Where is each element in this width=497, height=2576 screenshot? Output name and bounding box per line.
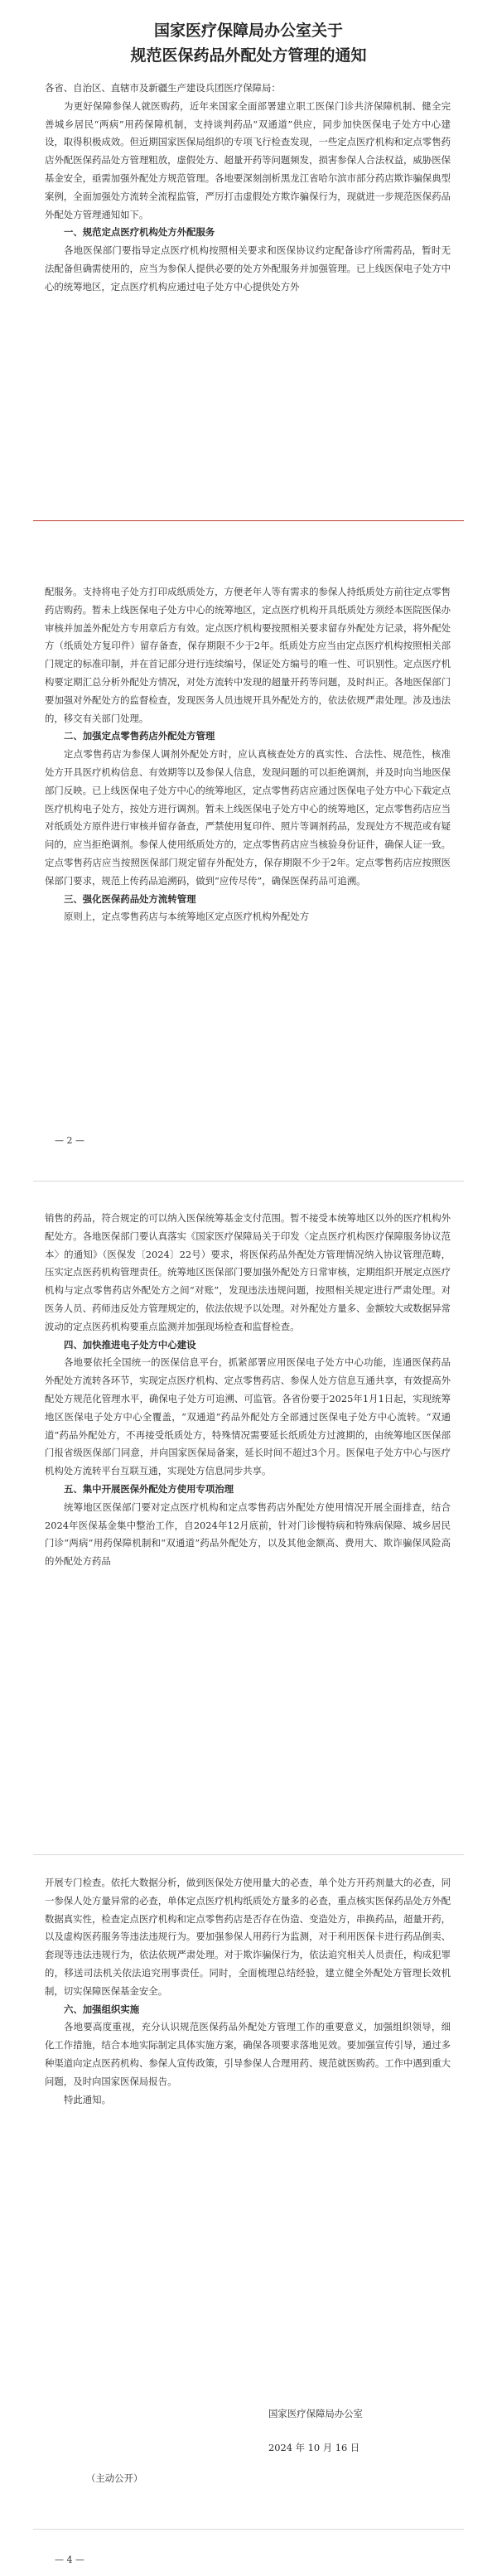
section-1-paragraph-cont: 配服务。支持将电子处方打印成纸质处方，方便老年人等有需求的参保人持纸质处方前往定点零售药店购药。暂未上线医保电子处方中心的统筹地区，定点医疗机构开具纸质处方须经本医院医保办审核并加盖外配处方专用章后方有效。定点医疗机构要按照相关要求留存外配处方记录，将外配处方（纸质处方复印件）留存备查，保存期限不少于2年。纸质处方应当由定点医疗机构按照相关部门规定的标准印制，并在首记部分进行连续编号，保证处方编号的唯一性、可识别性。定点医疗机构要定期汇总分析外配处方情况，对处方流转中发现的超量开药等问题，及时纠正。各地医保部门要加强对外配处方的监督检查，发现医务人员违规开具外配处方的，依法依规严肃处理。涉及违法的，移交有关部门处理。 xyxy=(45,586,451,724)
page-2 xyxy=(0,580,497,1160)
intro-paragraph: 为更好保障参保人就医购药，近年来国家全面部署建立职工医保门诊共济保障机制、健全完善城乡居民“两病”用药保障机制，支持谈判药品“双通道”供应，同步加快医保电子处方中心建设，取得积极成效。但近期国家医保局组织的专项飞行检查发现，一些定点医疗机构和定点零售药店外配医保药品处方管理粗放，虚假处方、超量开药等问题频发，损害参保人合法权益，威胁医保基金安全，亟需加强外配处方规范管理。各地要深刻剖析黑龙江省哈尔滨市部分药店欺诈骗保典型案例，全面加强处方流转全流程监管，严厉打击虚假处方欺诈骗保行为，现就进一步规范医保药品外配处方管理通知如下。 xyxy=(45,99,451,220)
footer-divider xyxy=(33,2529,464,2530)
title-line-1: 国家医疗保障局办公室关于 xyxy=(153,22,343,40)
page-4 xyxy=(0,1874,497,2576)
section-4-paragraph: 各地要依托全国统一的医保信息平台，抓紧部署应用医保电子处方中心功能，连通医保药品外配处方流转各环节，实现定点医疗机构、定点零售药店、参保人处方信息互通共享，有效提高外配处方规范化管理水平，确保电子处方可追溯、可监管。各省份要于2025年1月1日起，实现统筹地区医保电子处方中心全覆盖，“双通道”药品外配处方全部通过医保电子处方中心流转。“双通道”药品外配处方，不再接受纸质处方，特殊情况需要延长纸质处方过渡期的，由统筹地区医保部门报省级医保部门同意，并向国家医保局备案，延长时间不超过3个月。医保电子处方中心与医疗机构处方流转平台互联互通，实现处方信息同步共享。 xyxy=(45,1356,451,1477)
disclosure-note: （主动公开） xyxy=(86,2472,143,2484)
page-number-2: — 2 — xyxy=(55,1135,84,1146)
section-heading-4: 四、加快推进电子处方中心建设 xyxy=(64,1338,196,1351)
page-gap-divider xyxy=(33,1854,464,1855)
page-1-body xyxy=(0,80,497,297)
page-3 xyxy=(0,1210,497,1839)
page-gap-divider xyxy=(33,1181,464,1182)
issue-date: 2024 年 10 月 16 日 xyxy=(268,2442,360,2453)
section-5-paragraph: 统筹地区医保部门要对定点医疗机构和定点零售药店外配处方使用情况开展全面排查，结合2024年医保基金集中整治工作，自2024年12月底前，针对门诊慢特病和特殊病保障、城乡居民门诊“两病”用药保障机制和“双通道”药品外配处方，以及其他金额高、费用大、欺诈骗保风险高的外配处方药品 xyxy=(45,1501,451,1568)
section-heading-2: 二、加强定点零售药店外配处方管理 xyxy=(64,730,215,742)
page-2-body xyxy=(0,583,497,926)
issuer-signature: 国家医疗保障局办公室 xyxy=(268,2408,363,2419)
page-3-body xyxy=(0,1210,497,1571)
section-6-paragraph: 各地要高度重视，充分认识规范医保药品外配处方管理工作的重要意义，加强组织领导，细化工作措施，结合本地实际制定具体实施方案，确保各项要求落地见效。要加强宣传引导，通过多种渠道向定点医药机构、参保人宣传政策，引导参保人合理用药、规范就医购药。工作中遇到重大问题，及时向国家医保局报告。 xyxy=(45,2021,451,2087)
section-heading-3: 三、强化医保药品处方流转管理 xyxy=(64,892,196,905)
section-heading-5: 五、集中开展医保外配处方使用专项治理 xyxy=(64,1482,234,1495)
section-1-paragraph: 各地医保部门要指导定点医疗机构按照相关要求和医保协议约定配备诊疗所需药品，暂时无法配备但确需使用的，应当为参保人提供必要的处方外配服务并加强管理。已上线医保电子处方中心的统筹地区，定点医疗机构应通过电子处方中心提供处方外 xyxy=(45,244,451,292)
page-cut-divider xyxy=(33,520,464,521)
page-1 xyxy=(0,0,497,539)
section-3-paragraph: 原则上，定点零售药店与本统筹地区定点医疗机构外配处方 xyxy=(64,911,310,923)
document-title xyxy=(0,18,497,68)
section-heading-1: 一、规范定点医疗机构处方外配服务 xyxy=(64,226,215,239)
closing-line: 特此通知。 xyxy=(64,2093,111,2105)
section-2-paragraph: 定点零售药店为参保人调剂外配处方时，应认真核查处方的真实性、合法性、规范性，核准处方开具医疗机构信息、有效期等以及参保人信息，发现问题的可以拒绝调剂，并及时向当地医保部门反映。已上线医保电子处方中心的统筹地区，定点零售药店应通过医保电子处方中心下载定点医疗机构电子处方，按处方进行调剂。暂未上线医保电子处方中心的统筹地区，定点零售药店应当对纸质处方原件进行审核并留存备查，严禁使用复印件、照片等调剂药品，发现处方不规范或有疑问的，应当拒绝调剂。参保人使用纸质处方的，定点零售药店应当核验身份证件，确保人证一致。定点零售药店应当按照医保部门规定留存外配处方，保存期限不少于2年。定点零售药店应按照医保部门要求，规范上传药品追溯码，做到“应传尽传”，确保医保药品可追溯。 xyxy=(45,748,451,887)
page-number-4: — 4 — xyxy=(55,2554,84,2565)
section-5-paragraph-cont: 开展专门检查。依托大数据分析，做到医保处方使用量大的必查，单个处方开药剂量大的必查，同一参保人处方量异常的必查，单体定点医疗机构纸质处方量多的必查，重点核实医保药品处方外配数据真实性，检查定点医疗机构和定点零售药店是否存在伪造、变造处方，串换药品，超量开药，以及虚构医药服务等违法违规行为。要加强参保人用药行为监测，对于利用医保卡进行药品倒卖、套现等违法违规行为，依法依规严肃处理。对于欺诈骗保行为，依法追究相关人员责任，构成犯罪的，移送司法机关依法追究刑事责任。同时，全面梳理总结经验，建立健全外配处方管理长效机制，切实保障医保基金安全。 xyxy=(45,1877,451,1997)
section-3-paragraph-cont: 销售的药品，符合规定的可以纳入医保统筹基金支付范围。暂不接受本统筹地区以外的医疗机构外配处方。各地医保部门要认真落实《国家医疗保障局关于印发〈定点医疗机构医疗保障服务协议范本〉的通知》（医保发〔2024〕22号）要求，将医保药品外配处方管理情况纳入协议管理范畴，压实定点医药机构管理责任。统筹地区医保部门要加强外配处方日常审核，定期组织开展定点医疗机构与定点零售药店外配处方之间“对账”，发现违法违规问题，按照相关规定进行严肃处理。对医务人员、药师违反处方管理规定的，依法依规予以处理。对外配处方量多、金额较大或数据异常波动的定点医药机构要重点监测并加强现场检查和监督检查。 xyxy=(45,1212,451,1332)
page-4-body xyxy=(0,1874,497,2109)
salutation: 各省、自治区、直辖市及新疆生产建设兵团医疗保障局： xyxy=(45,82,281,94)
title-line-2: 规范医保药品外配处方管理的通知 xyxy=(130,46,367,65)
section-heading-6: 六、加强组织实施 xyxy=(64,2003,140,2015)
